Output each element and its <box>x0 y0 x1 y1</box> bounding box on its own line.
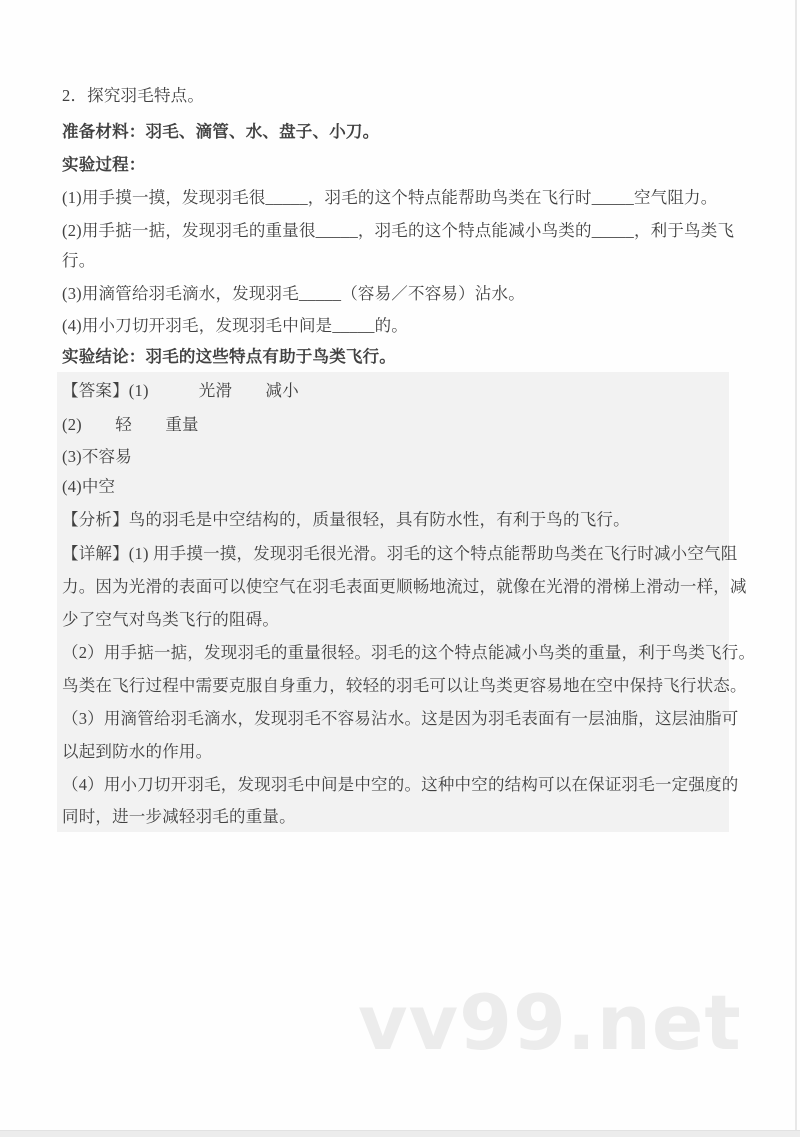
question-title: 2．探究羽毛特点。 <box>62 86 205 105</box>
explanation-line-9: 同时，进一步减轻羽毛的重量。 <box>62 807 296 826</box>
explanation-line-3: 少了空气对鸟类飞行的阻碍。 <box>62 610 280 629</box>
explanation-line-5: 鸟类在飞行过程中需要克服自身重力，较轻的羽毛可以让鸟类更容易地在空中保持飞行状态。 <box>62 676 747 695</box>
explanation-line-2: 力。因为光滑的表面可以使空气在羽毛表面更顺畅地流过，就像在光滑的滑梯上滑动一样，减 <box>62 577 747 596</box>
answer-line-1: 【答案】(1) 光滑 减小 <box>62 381 299 400</box>
explanation-line-7: 以起到防水的作用。 <box>62 742 213 761</box>
step-4-line: (4)用小刀切开羽毛，发现羽毛中间是_____的。 <box>62 316 408 335</box>
process-label: 实验过程： <box>62 155 146 174</box>
conclusion-line: 实验结论：羽毛的这些特点有助于鸟类飞行。 <box>62 347 396 366</box>
answer-line-3: (3)不容易 <box>62 447 132 466</box>
page-bottom-edge <box>0 1130 800 1137</box>
answer-block-background <box>57 372 729 832</box>
answer-line-2: (2) 轻 重量 <box>62 415 199 434</box>
explanation-line-8: （4）用小刀切开羽毛，发现羽毛中间是中空的。这种中空的结构可以在保证羽毛一定强度的 <box>62 775 739 794</box>
step-2-line: (2)用手掂一掂，发现羽毛的重量很_____，羽毛的这个特点能减小鸟类的_____，利于鸟类飞 <box>62 221 735 240</box>
materials-line: 准备材料：羽毛、滴管、水、盘子、小刀。 <box>62 122 380 141</box>
explanation-line-1: 【详解】(1) 用手摸一摸，发现羽毛很光滑。羽毛的这个特点能帮助鸟类在飞行时减小空气阻 <box>62 544 738 563</box>
step-2-wrap-line: 行。 <box>62 251 96 270</box>
explanation-line-6: （3）用滴管给羽毛滴水，发现羽毛不容易沾水。这是因为羽毛表面有一层油脂，这层油脂可 <box>62 709 739 728</box>
site-watermark: vv99.net <box>358 978 742 1067</box>
explanation-line-4: （2）用手掂一掂，发现羽毛的重量很轻。羽毛的这个特点能减小鸟类的重量，利于鸟类飞行。 <box>62 643 756 662</box>
page-right-edge <box>795 0 797 1137</box>
answer-line-4: (4)中空 <box>62 477 116 496</box>
step-3-line: (3)用滴管给羽毛滴水，发现羽毛_____（容易／不容易）沾水。 <box>62 284 525 303</box>
analysis-line: 【分析】鸟的羽毛是中空结构的，质量很轻，具有防水性，有利于鸟的飞行。 <box>62 510 630 529</box>
step-1-line: (1)用手摸一摸，发现羽毛很_____，羽毛的这个特点能帮助鸟类在飞行时_____空气阻力。 <box>62 188 718 207</box>
